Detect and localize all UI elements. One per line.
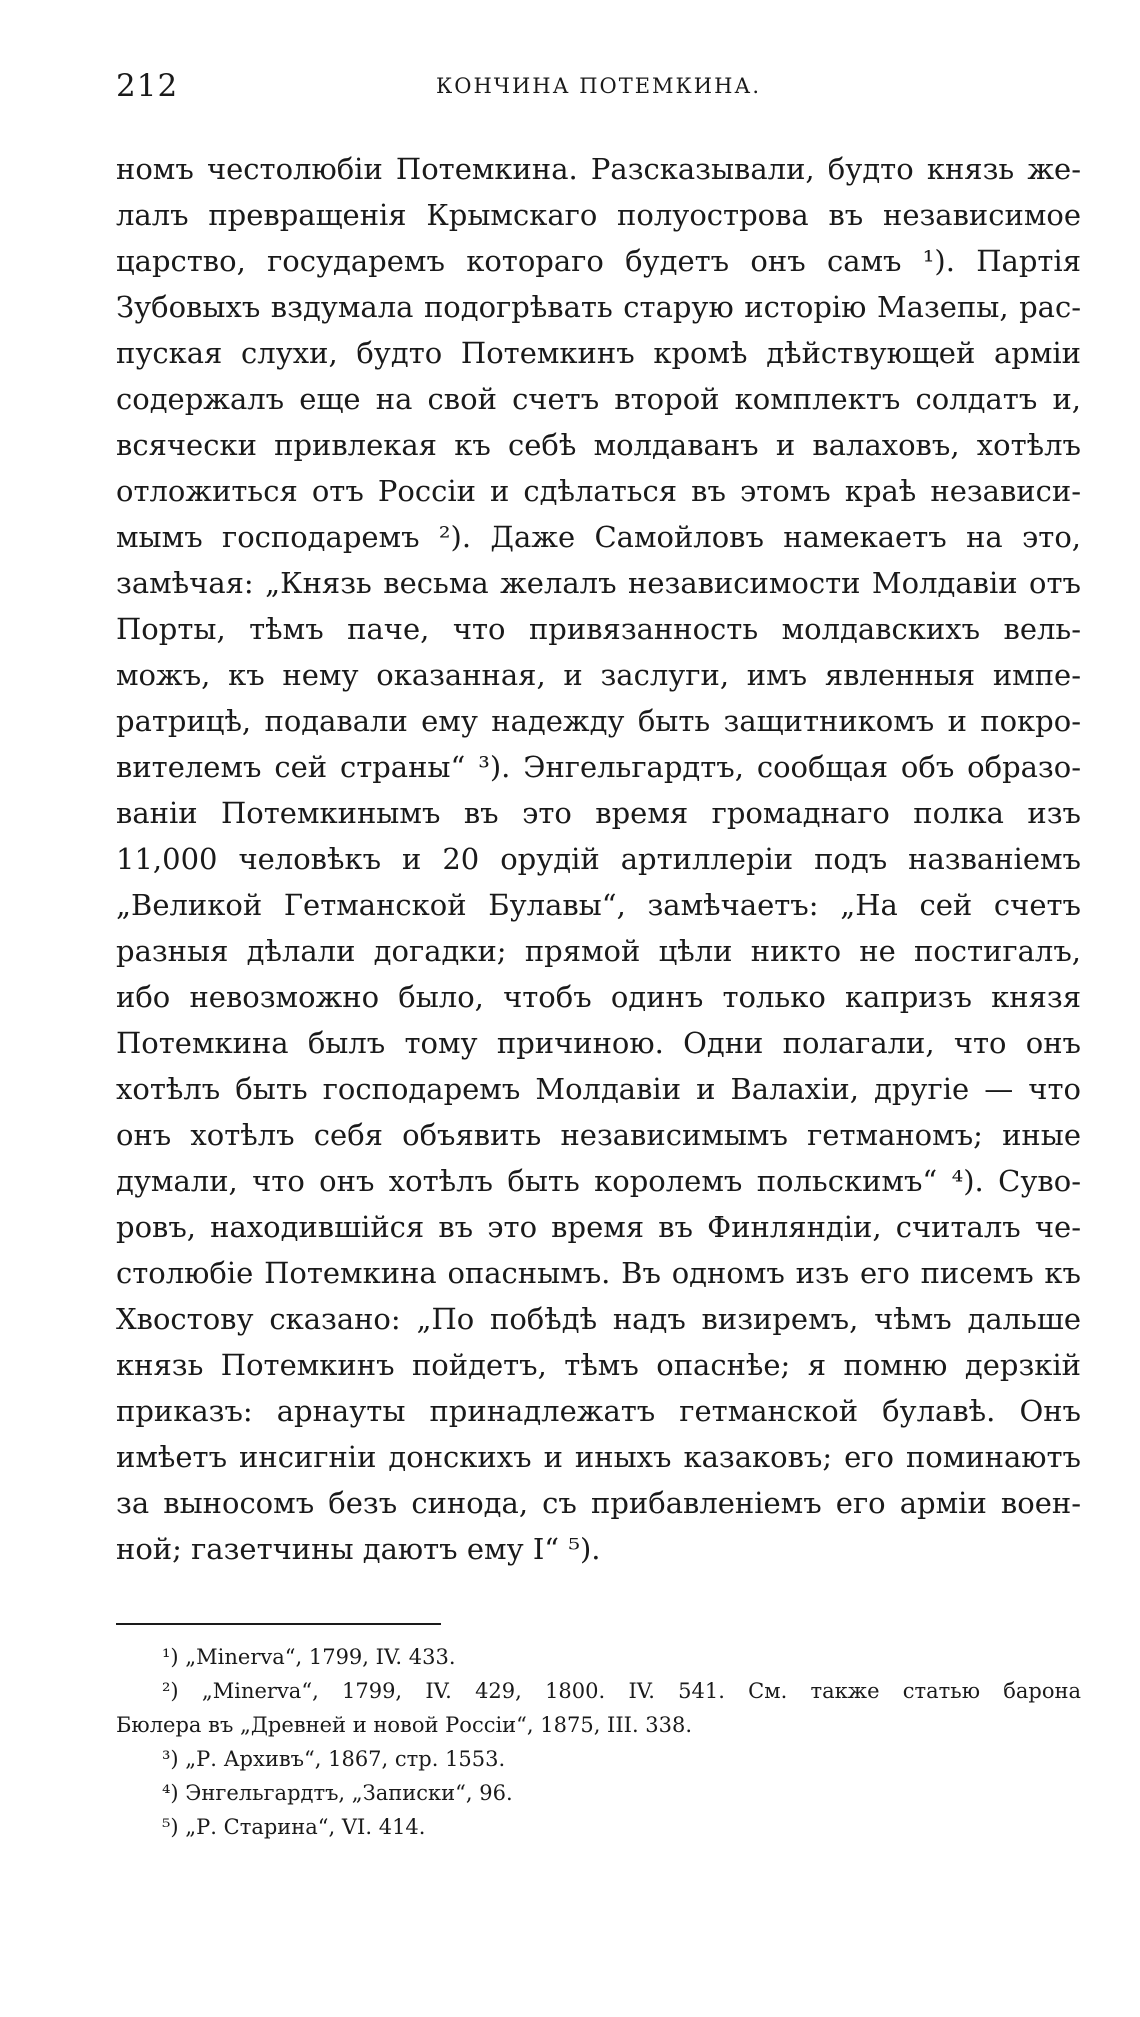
footnote: ¹) „Minerva“, 1799, IV. 433.	[162, 1645, 456, 1669]
text-line: всячески привлекая къ себѣ молдаванъ и валаховъ, хотѣлъ	[116, 428, 1081, 462]
footnote: ⁴) Энгельгардтъ, „Записки“, 96.	[162, 1781, 513, 1805]
text-line: имѣетъ инсигніи донскихъ и иныхъ казаковъ; его поминаютъ	[116, 1440, 1081, 1474]
text-line: пуская слухи, будто Потемкинъ кромѣ дѣйствующей арміи	[116, 336, 1081, 370]
text-line: отложиться отъ Россіи и сдѣлаться въ этомъ краѣ независи-	[116, 474, 1081, 508]
body-text	[116, 146, 1081, 1572]
text-line: можъ, къ нему оказанная, и заслуги, имъ явленныя импе-	[116, 658, 1081, 692]
text-line: номъ честолюбіи Потемкина. Разсказывали, будто князь же-	[116, 152, 1081, 186]
text-line: 11,000 человѣкъ и 20 орудій артиллеріи подъ названіемъ	[116, 842, 1081, 876]
footnote: ²) „Minerva“, 1799, IV. 429, 1800. IV. 541. См. также статью барона	[162, 1679, 1081, 1703]
text-line: Зубовыхъ вздумала подогрѣвать старую исторію Мазепы, рас-	[116, 290, 1081, 324]
running-title: КОНЧИНА ПОТЕМКИНА.	[435, 74, 762, 98]
text-line: ваніи Потемкинымъ въ это время громаднаго полка изъ	[116, 796, 1081, 830]
text-line: Порты, тѣмъ паче, что привязанность молдавскихъ вель-	[116, 612, 1081, 646]
text-line: князь Потемкинъ пойдетъ, тѣмъ опаснѣе; я помню дерзкій	[116, 1348, 1081, 1382]
text-line: Хвостову сказано: „По побѣдѣ надъ визиремъ, чѣмъ дальше	[116, 1302, 1081, 1336]
text-line: „Великой Гетманской Булавы“, замѣчаетъ: „На сей счетъ	[116, 888, 1081, 922]
text-line: ной; газетчины даютъ ему I“ ⁵).	[116, 1532, 601, 1566]
text-line: царство, государемъ котораго будетъ онъ самъ ¹). Партія	[116, 244, 1081, 278]
text-line: вителемъ сей страны“ ³). Энгельгардтъ, сообщая объ образо-	[116, 750, 1081, 784]
footnote: ³) „Р. Архивъ“, 1867, стр. 1553.	[162, 1747, 506, 1771]
text-line: разныя дѣлали догадки; прямой цѣли никто не постигалъ,	[116, 934, 1081, 968]
text-line: хотѣлъ быть господаремъ Молдавіи и Валахіи, другіе — что	[116, 1072, 1081, 1106]
text-line: думали, что онъ хотѣлъ быть королемъ польскимъ“ ⁴). Суво-	[116, 1164, 1081, 1198]
footnote: ⁵) „Р. Старина“, VI. 414.	[162, 1815, 426, 1839]
text-line: замѣчая: „Князь весьма желалъ независимости Молдавіи отъ	[116, 566, 1081, 600]
page-header	[116, 68, 1081, 108]
page-number: 212	[116, 68, 179, 104]
text-line: лалъ превращенія Крымскаго полуострова въ независимое	[116, 198, 1081, 232]
text-line: приказъ: арнауты принадлежатъ гетманской булавѣ. Онъ	[116, 1394, 1081, 1428]
text-line: столюбіе Потемкина опаснымъ. Въ одномъ изъ его писемъ къ	[116, 1256, 1081, 1290]
text-line: ибо невозможно было, чтобъ одинъ только капризъ князя	[116, 980, 1081, 1014]
text-line: Потемкина былъ тому причиною. Одни полагали, что онъ	[116, 1026, 1081, 1060]
text-line: ровъ, находившійся въ это время въ Финляндіи, считалъ че-	[116, 1210, 1081, 1244]
text-line: мымъ господаремъ ²). Даже Самойловъ намекаетъ на это,	[116, 520, 1081, 554]
text-line: ратрицѣ, подавали ему надежду быть защитникомъ и покро-	[116, 704, 1081, 738]
text-line: содержалъ еще на свой счетъ второй комплектъ солдатъ и,	[116, 382, 1081, 416]
footnotes	[116, 1640, 1081, 1844]
text-line: онъ хотѣлъ себя объявить независимымъ гетманомъ; иные	[116, 1118, 1081, 1152]
footnote-continuation: Бюлера въ „Древней и новой Россіи“, 1875, III. 338.	[116, 1713, 693, 1737]
footnote-rule	[116, 1623, 441, 1625]
text-line: за выносомъ безъ синода, съ прибавленіемъ его арміи воен-	[116, 1486, 1081, 1520]
